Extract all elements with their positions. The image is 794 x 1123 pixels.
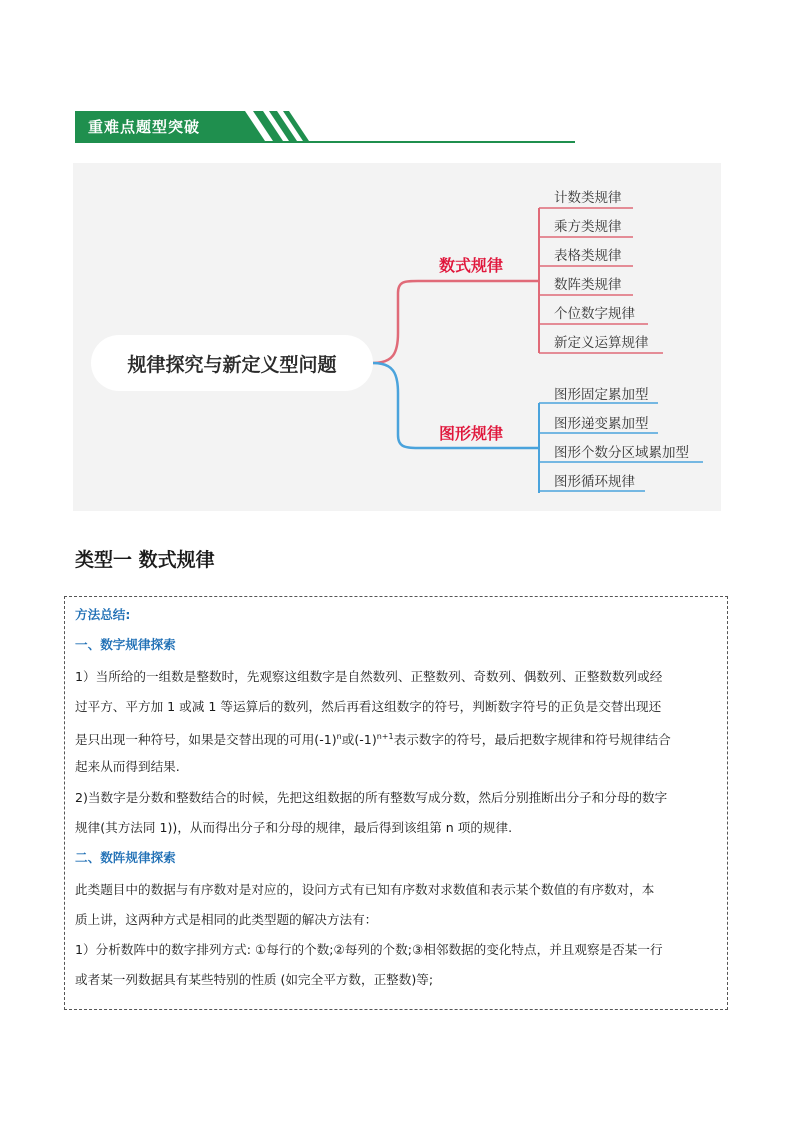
section-banner — [75, 111, 575, 144]
banner-title: 重难点题型突破 — [88, 118, 201, 136]
branch-shape-pattern: 图形规律 — [439, 424, 504, 443]
paragraph-line: 或者某一列数据具有某些特别的性质 (如完全平方数，正整数)等; — [75, 972, 434, 987]
leaf-item: 新定义运算规律 — [554, 335, 649, 351]
leaf-item: 图形个数分区域累加型 — [554, 445, 689, 461]
paragraph-line: 2)当数字是分数和整数结合的时候，先把这组数据的所有整数写成分数，然后分别推断出分子和分母的数字 — [75, 790, 668, 805]
banner-stripes — [225, 111, 355, 141]
leaf-item: 乘方类规律 — [554, 219, 622, 235]
paragraph-line: 1）分析数阵中的数字排列方式: ①每行的个数;②每列的个数;③相邻数据的变化特点，并且观察是否某一行 — [75, 942, 663, 957]
mind-map — [73, 163, 721, 511]
part1-title: 一、数字规律探索 — [75, 637, 176, 652]
leaf-item: 表格类规律 — [554, 248, 622, 264]
leaf-item: 计数类规律 — [554, 190, 622, 206]
paragraph-line: 此类题目中的数据与有序数对是对应的，设问方式有已知有序数对求数值和表示某个数值的有序数对，本 — [75, 882, 655, 897]
banner-underline — [75, 141, 575, 143]
type-one-heading: 类型一 数式规律 — [75, 549, 215, 571]
paragraph-line: 起来从而得到结果. — [75, 759, 180, 774]
leaf-item: 数阵类规律 — [554, 277, 622, 293]
mind-map-root: 规律探究与新定义型问题 — [91, 335, 373, 391]
summary-label: 方法总结: — [75, 607, 131, 622]
paragraph-line: 质上讲，这两种方式是相同的此类型题的解决方法有： — [75, 912, 378, 927]
paragraph-line: 过平方、平方加 1 或减 1 等运算后的数列，然后再看这组数字的符号，判断数字符号的正负是交替出现还 — [75, 699, 662, 714]
leaf-item: 图形固定累加型 — [554, 387, 649, 403]
part2-title: 二、数阵规律探索 — [75, 850, 176, 865]
paragraph-line: 规律(其方法同 1))，从而得出分子和分母的规律，最后得到该组第 n 项的规律. — [75, 820, 513, 835]
paragraph-line: 是只出现一种符号，如果是交替出现的可用$(-1)^n$或$(-1)^{n+1}$表示数字的符号，最后把数字规律和符号规律结合 — [75, 732, 671, 748]
leaf-item: 图形递变累加型 — [554, 416, 649, 432]
leaf-item: 图形循环规律 — [554, 474, 635, 490]
leaf-item: 个位数字规律 — [554, 306, 635, 322]
branch-number-pattern: 数式规律 — [439, 256, 504, 275]
paragraph-line: 1）当所给的一组数是整数时，先观察这组数字是自然数列、正整数列、奇数列、偶数列、正整数数列或经 — [75, 669, 663, 684]
method-summary-box — [64, 596, 728, 1010]
